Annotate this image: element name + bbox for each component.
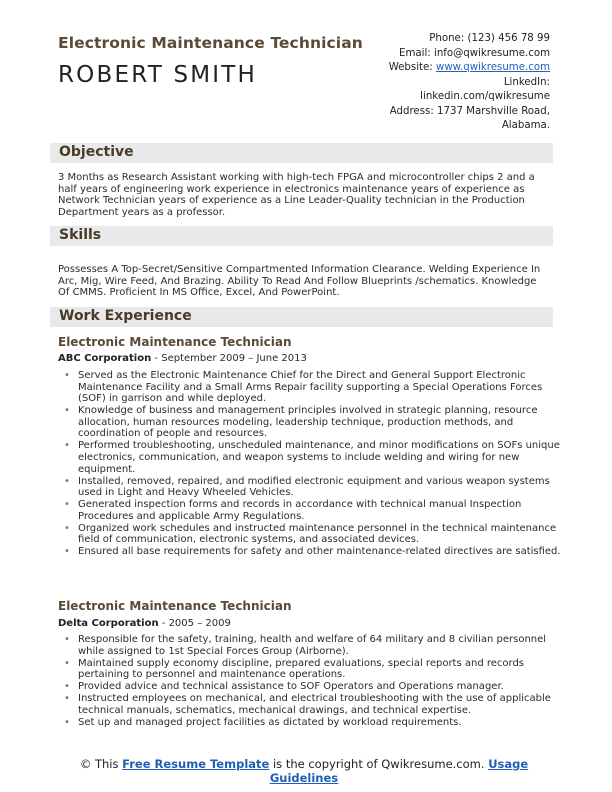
job-title: Electronic Maintenance Technician: [58, 34, 363, 52]
list-item: • Organized work schedules and instructed maintenance personnel in the technical maintenance field of communication, electronic systems, and associated devices.: [78, 523, 570, 546]
person-name: ROBERT SMITH: [58, 62, 258, 88]
job2-company: Delta Corporation: [58, 618, 159, 629]
skills-heading: Skills: [59, 227, 102, 243]
linkedin-value: linkedin.com/qwikresume: [420, 91, 550, 102]
free-resume-template-link[interactable]: Free Resume Template: [122, 757, 270, 771]
linkedin-label: LinkedIn:: [503, 76, 550, 88]
objective-section-header: [50, 143, 553, 163]
list-item: • Generated inspection forms and records in accordance with technical manual Inspection Procedures and applicable Army Regulations.: [78, 499, 570, 522]
address-value-line2: Alabama.: [501, 120, 550, 131]
list-item: • Set up and managed project facilities as dictated by workload requirements.: [78, 717, 570, 729]
list-item: • Maintained supply economy discipline, prepared evaluations, special reports and records pertaining to personnel and maintenance operations.: [78, 658, 570, 681]
email-value: info@qwikresume.com: [433, 47, 550, 59]
address-value-line1: 1737 Marshville Road,: [437, 105, 550, 117]
list-item: • Instructed employees on mechanical, and electrical troubleshooting with the use of applicable technical manuals, schematics, mechanical drawings, and technical expertise.: [78, 693, 570, 716]
job2-title: Electronic Maintenance Technician: [58, 599, 292, 613]
website-line: [340, 61, 550, 76]
list-item: • Ensured all base requirements for safety and other maintenance-related directives are satisfied.: [78, 546, 570, 558]
list-item: • Installed, removed, repaired, and modified electronic equipment and various weapon systems used in Light and Heavy Wheeled Vehicles.: [78, 476, 570, 499]
resume-header: [58, 32, 550, 132]
job1-dates: September 2009 – June 2013: [161, 353, 307, 364]
list-item: • Provided advice and technical assistance to SOF Operators and Operations manager.: [78, 681, 570, 693]
website-link[interactable]: www.qwikresume.com: [435, 62, 550, 73]
address-line: [340, 105, 550, 120]
usage-guidelines-link[interactable]: Usage Guidelines: [269, 757, 529, 785]
list-item: • Performed troubleshooting, unscheduled maintenance, and minor modifications on SOFs unique electronics, communication, and weapon systems to include welding and wiring for new equipment.: [78, 440, 570, 475]
job1-bullets: [58, 370, 570, 558]
work-section-header: [50, 307, 553, 327]
website-label: Website:: [388, 62, 433, 73]
address-label: Address:: [389, 105, 434, 117]
job2-company-line: Delta Corporation - 2005 – 2009: [58, 618, 231, 629]
email-line: [340, 47, 550, 62]
footer-middle-text: is the copyright of Qwikresume.com.: [272, 757, 485, 771]
phone-value: (123) 456 78 99: [467, 33, 550, 44]
job1-title: Electronic Maintenance Technician: [58, 335, 292, 349]
work-heading: Work Experience: [59, 308, 192, 324]
job2-dates: 2005 – 2009: [168, 618, 231, 629]
job1-company: ABC Corporation: [58, 353, 152, 364]
job1-company-line: ABC Corporation - September 2009 – June 2013: [58, 353, 307, 364]
email-label: Email:: [399, 47, 431, 59]
list-item: • Served as the Electronic Maintenance Chief for the Direct and General Support Electronic Maintenance Facility and a Small Arms Repair facility supporting a Special Operations Forces (SOF) in garrison and while deployed.: [78, 370, 570, 405]
skills-text: Possesses A Top-Secret/Sensitive Compartmented Information Clearance. Welding Experience In Arc, Mig, Wire Feed, And Brazing. Ability To Read And Follow Blueprints /schematics. Knowledge Of CMMS. Proficient In MS Office, Excel, And PowerPoint.: [58, 264, 541, 299]
list-item: • Responsible for the safety, training, health and welfare of 64 military and 8 civilian personnel while assigned to 1st Special Forces Group (Airborne).: [78, 634, 570, 657]
objective-heading: Objective: [59, 144, 134, 160]
footer-copyright: © This: [79, 757, 119, 771]
job2-bullets: [58, 634, 570, 729]
skills-section-header: [50, 226, 553, 246]
contact-block: [340, 32, 550, 134]
phone-label: Phone:: [429, 33, 465, 44]
list-item: • Knowledge of business and management principles involved in strategic planning, resource allocation, human resources modeling, leadership technique, production methods, and coordination of people and resources.: [78, 405, 570, 440]
objective-text: 3 Months as Research Assistant working with high-tech FPGA and microcontroller chips 2 and a half years of engineering work experience in electronics maintenance years of experience as Network Technician years of experience as a Line Leader-Quality technician in the Production Department years as a professor.: [58, 172, 535, 218]
footer: [58, 757, 550, 785]
phone-line: [340, 32, 550, 47]
